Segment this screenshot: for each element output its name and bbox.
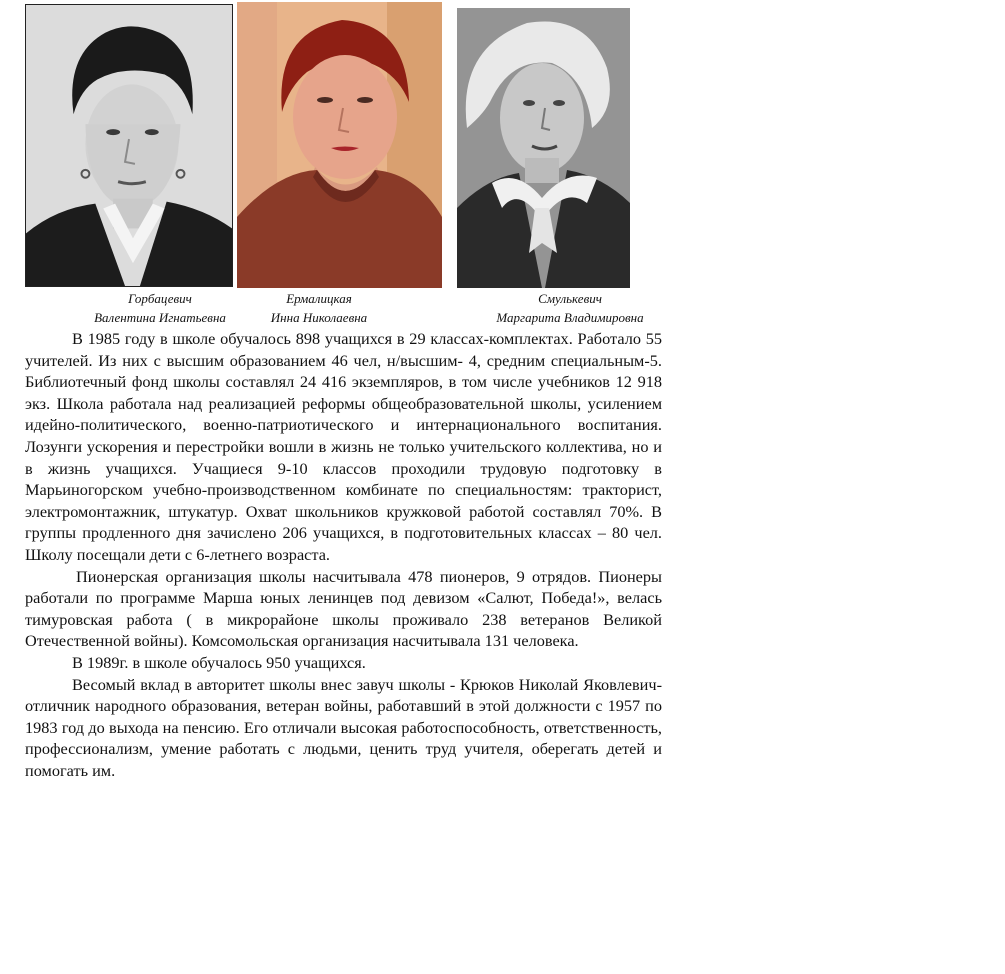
- caption-name: Инна Николаевна: [270, 310, 368, 325]
- portrait-photo-ermalitskaya: [237, 2, 442, 288]
- caption-name: Валентина Игнатьевна: [94, 310, 226, 325]
- paragraph-pioneers: Пионерская организация школы насчитывала 478 пионеров, 9 отрядов. Пионеры работали по программе Марша юных ленинцев под девизом «Салют, Победа!», велась тимуровская работа ( в микрорайоне школы проживало 238 ветеранов Великой Отечественной войны). Комсомольская организация насчитывала 131 человека.: [25, 566, 662, 651]
- caption-surname: Горбацевич: [128, 291, 192, 306]
- portrait-photo-smulkevich: [457, 8, 630, 288]
- paragraph-1985: В 1985 году в школе обучалось 898 учащихся в 29 классах-комплектах. Работало 55 учителей. Из них с высшим образованием 46 чел, н/высшим- 4, средним специальным-5. Библиотечный фонд школы составлял 24 416 экземпляров, в том числе учебников 12 918 экз. Школа работала над реализацией реформы общеобразовательной школы, усилением идейно-политического, военно-патриотического и интернационального воспитания. Лозунги ускорения и перестройки вошли в жизнь не только учительского коллектива, но и в жизнь учащихся. Учащиеся 9-10 классов проходили трудовую подготовку в Марьиногорском учебно-производственном комбинате по специальностям: тракторист, электромонтажник, штукатур. Охват школьников кружковой работой составлял 70%. В группы продленного дня зачислено 206 учащихся, в подготовительных классах – 80 чел. Школу посещали дети с 6-летнего возраста.: [25, 329, 662, 564]
- portrait-photo-gorbatsevich: [25, 4, 233, 287]
- paragraph-head-teacher: Весомый вклад в авторитет школы внес завуч школы - Крюков Николай Яковлевич- отличник народного образования, ветеран войны, работавший в этой должности с 1957 по 1983 год до выхода на пенсию. Его отличали высокая работоспособность, ответственность, профессионализм, умение работать с людьми, ценить труд учителя, оберегать детей и помогать им.: [25, 674, 662, 780]
- caption-name: Маргарита Владимировна: [496, 310, 644, 325]
- caption-surname: Смулькевич: [538, 291, 602, 306]
- paragraph-1989: В 1989г. в школе обучалось 950 учащихся.: [72, 652, 366, 672]
- caption-surname: Ермалицкая: [286, 291, 352, 306]
- portrait-caption: [440, 289, 700, 327]
- portrait-caption: [235, 289, 403, 327]
- history-text: [25, 328, 662, 781]
